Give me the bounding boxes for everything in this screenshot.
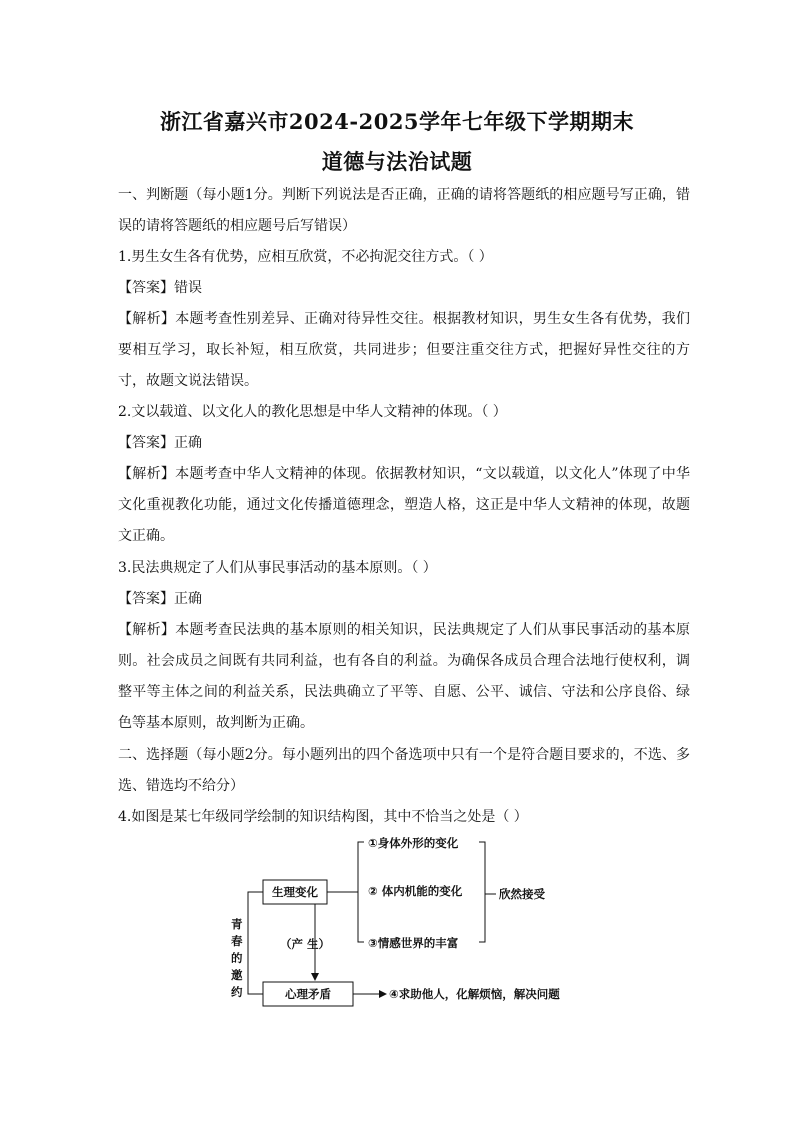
left-bracket — [248, 892, 254, 994]
question-1-answer: 【答案】错误 — [118, 280, 202, 296]
question-2-analysis: 【解析】本题考查中华人文精神的体现。依据教材知识，“文以载道，以文化人”体现了中华文化重视教化功能，通过文化传播道德理念，塑造人格，这正是中华人文精神的体现，故题文正确。 — [118, 466, 690, 544]
section-two-heading: 二、选择题（每小题2分。每小题列出的四个备选项中只有一个是符合题目要求的，不选、多选、错选均不给分） — [118, 747, 690, 794]
item-1: ①身体外形的变化 — [368, 836, 459, 850]
vertical-label-char: 约 — [231, 985, 243, 999]
item-4: ④求助他人，化解烦恼，解决问题 — [389, 987, 560, 1001]
question-1-stem: 1.男生女生各有优势，应相互欣赏，不必拘泥交往方式。（ ） — [118, 249, 493, 265]
document-title: 浙江省嘉兴市2024-2025学年七年级下学期期末 — [159, 109, 635, 134]
vertical-label-char: 青 — [231, 917, 243, 931]
vertical-label-char: 春 — [231, 934, 243, 948]
question-3-answer: 【答案】正确 — [118, 591, 202, 607]
question-3-stem: 3.民法典规定了人们从事民事活动的基本原则。（ ） — [118, 560, 437, 576]
right-bracket — [479, 842, 485, 942]
produce-label: （产 生） — [280, 937, 331, 951]
physiological-change-label: 生理变化 — [272, 885, 318, 899]
middle-bracket — [358, 842, 364, 942]
question-2-answer: 【答案】正确 — [118, 435, 202, 451]
vertical-label-char: 邀 — [231, 968, 243, 982]
vertical-label-char: 的 — [231, 951, 243, 965]
question-4-stem: 4.如图是某七年级同学绘制的知识结构图，其中不恰当之处是（ ） — [118, 809, 528, 825]
accept-label: 欣然接受 — [499, 887, 545, 901]
section-one-heading: 一、判断题（每小题1分。判断下列说法是否正确，正确的请将答题纸的相应题号写正确，错误的请将答题纸的相应题号后写错误） — [118, 187, 690, 234]
question-1-analysis: 【解析】本题考查性别差异、正确对待异性交往。根据教材知识，男生女生各有优势，我们要相互学习，取长补短，相互欣赏，共同进步；但要注重交往方式，把握好异性交往的方寸，故题文说法错误。 — [118, 311, 690, 389]
psychological-contradiction-label: 心理矛盾 — [285, 987, 331, 1001]
item-2: ② 体内机能的变化 — [368, 884, 463, 898]
question-3-analysis: 【解析】本题考查民法典的基本原则的相关知识，民法典规定了人们从事民事活动的基本原则。社会成员之间既有共同利益，也有各自的利益。为确保各成员合理合法地行使权利，调整平等主体之间的利益关系，民法典确立了平等、自愿、公平、诚信、守法和公序良俗、绿色等基本原则，故判断为正确。 — [118, 622, 690, 731]
document-subtitle: 道德与法治试题 — [321, 149, 473, 174]
item-3: ③情感世界的丰富 — [368, 936, 459, 950]
knowledge-structure-diagram — [218, 832, 598, 1012]
question-2-stem: 2.文以载道、以文化人的教化思想是中华人文精神的体现。（ ） — [118, 404, 507, 420]
